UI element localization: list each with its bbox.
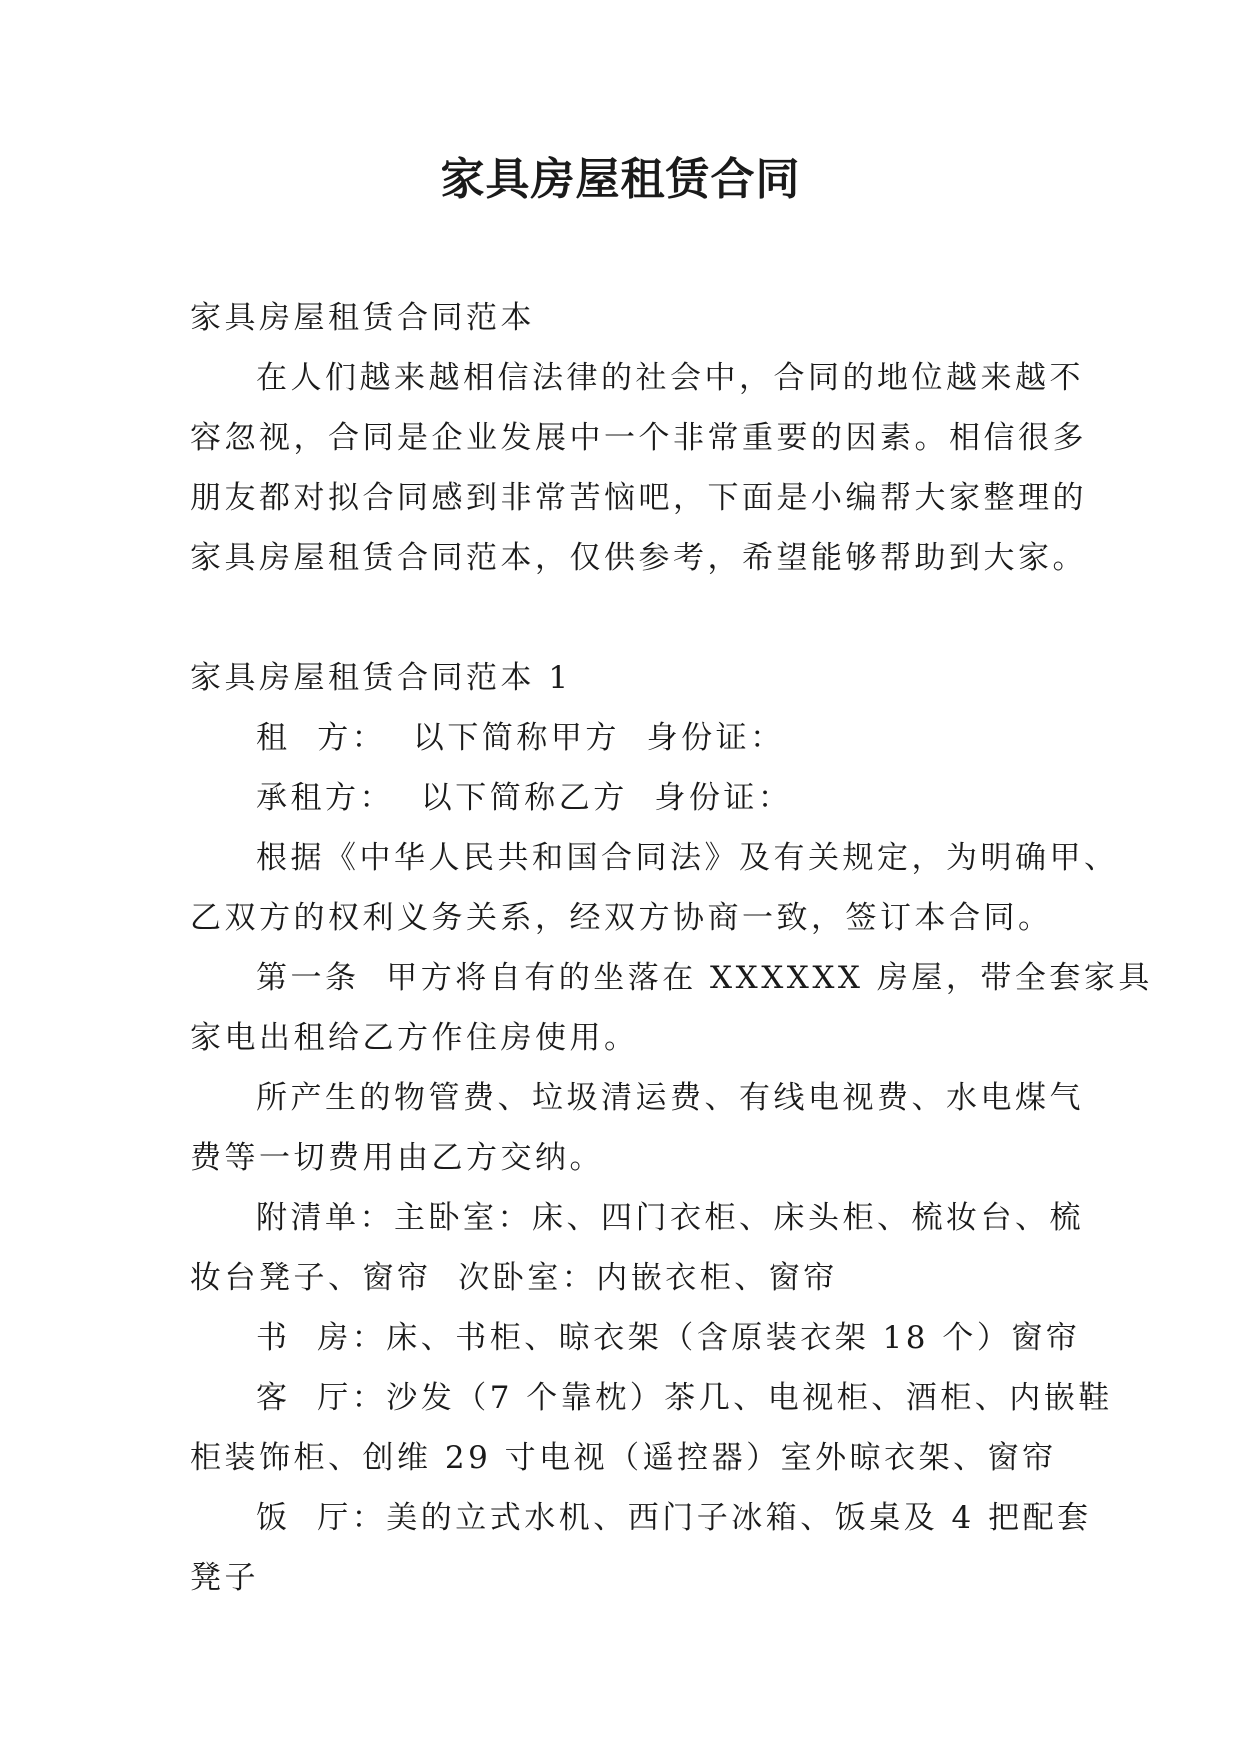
inventory-line: 凳子 — [190, 1560, 259, 1596]
document-body — [190, 288, 1153, 1608]
document-title: 家具房屋租赁合同 — [440, 154, 801, 205]
article-line: 家电出租给乙方作住房使用。 — [190, 1020, 639, 1056]
intro-line: 在人们越来越相信法律的社会中，合同的地位越来越不 — [256, 360, 1084, 396]
inventory-line: 客 厅：沙发（7 个靠枕）茶几、电视柜、酒柜、内嵌鞋 — [256, 1380, 1113, 1416]
inventory-line: 附清单：主卧室：床、四门衣柜、床头柜、梳妆台、梳 — [256, 1200, 1084, 1236]
fees-line: 费等一切费用由乙方交纳。 — [190, 1140, 604, 1176]
inventory-line: 书 房：床、书柜、晾衣架（含原装衣架 18 个）窗帘 — [256, 1320, 1081, 1356]
fees-line: 所产生的物管费、垃圾清运费、有线电视费、水电煤气 — [256, 1080, 1084, 1116]
inventory-line: 饭 厅：美的立式水机、西门子冰箱、饭桌及 4 把配套 — [256, 1500, 1092, 1536]
lessor-line: 租 方： 以下简称甲方 身份证： — [256, 720, 785, 756]
paragraph-gap — [190, 588, 1070, 648]
inventory-line: 妆台凳子、窗帘 次卧室：内嵌衣柜、窗帘 — [190, 1260, 838, 1296]
article-line: 第一条 甲方将自有的坐落在 XXXXXX 房屋，带全套家具 — [256, 960, 1153, 996]
intro-line: 容忽视，合同是企业发展中一个非常重要的因素。相信很多 — [190, 420, 1087, 456]
contract-line: 乙双方的权利义务关系，经双方协商一致，签订本合同。 — [190, 900, 1053, 936]
intro-line: 朋友都对拟合同感到非常苦恼吧，下面是小编帮大家整理的 — [190, 480, 1087, 516]
intro-line: 家具房屋租赁合同范本，仅供参考，希望能够帮助到大家。 — [190, 540, 1087, 576]
lessee-line: 承租方： 以下简称乙方 身份证： — [256, 780, 793, 816]
inventory-line: 柜装饰柜、创维 29 寸电视（遥控器）室外晾衣架、窗帘 — [190, 1440, 1057, 1476]
contract-line: 根据《中华人民共和国合同法》及有关规定，为明确甲、 — [256, 840, 1119, 876]
section-heading: 家具房屋租赁合同范本 — [190, 300, 535, 336]
section-heading: 家具房屋租赁合同范本 1 — [190, 660, 572, 696]
